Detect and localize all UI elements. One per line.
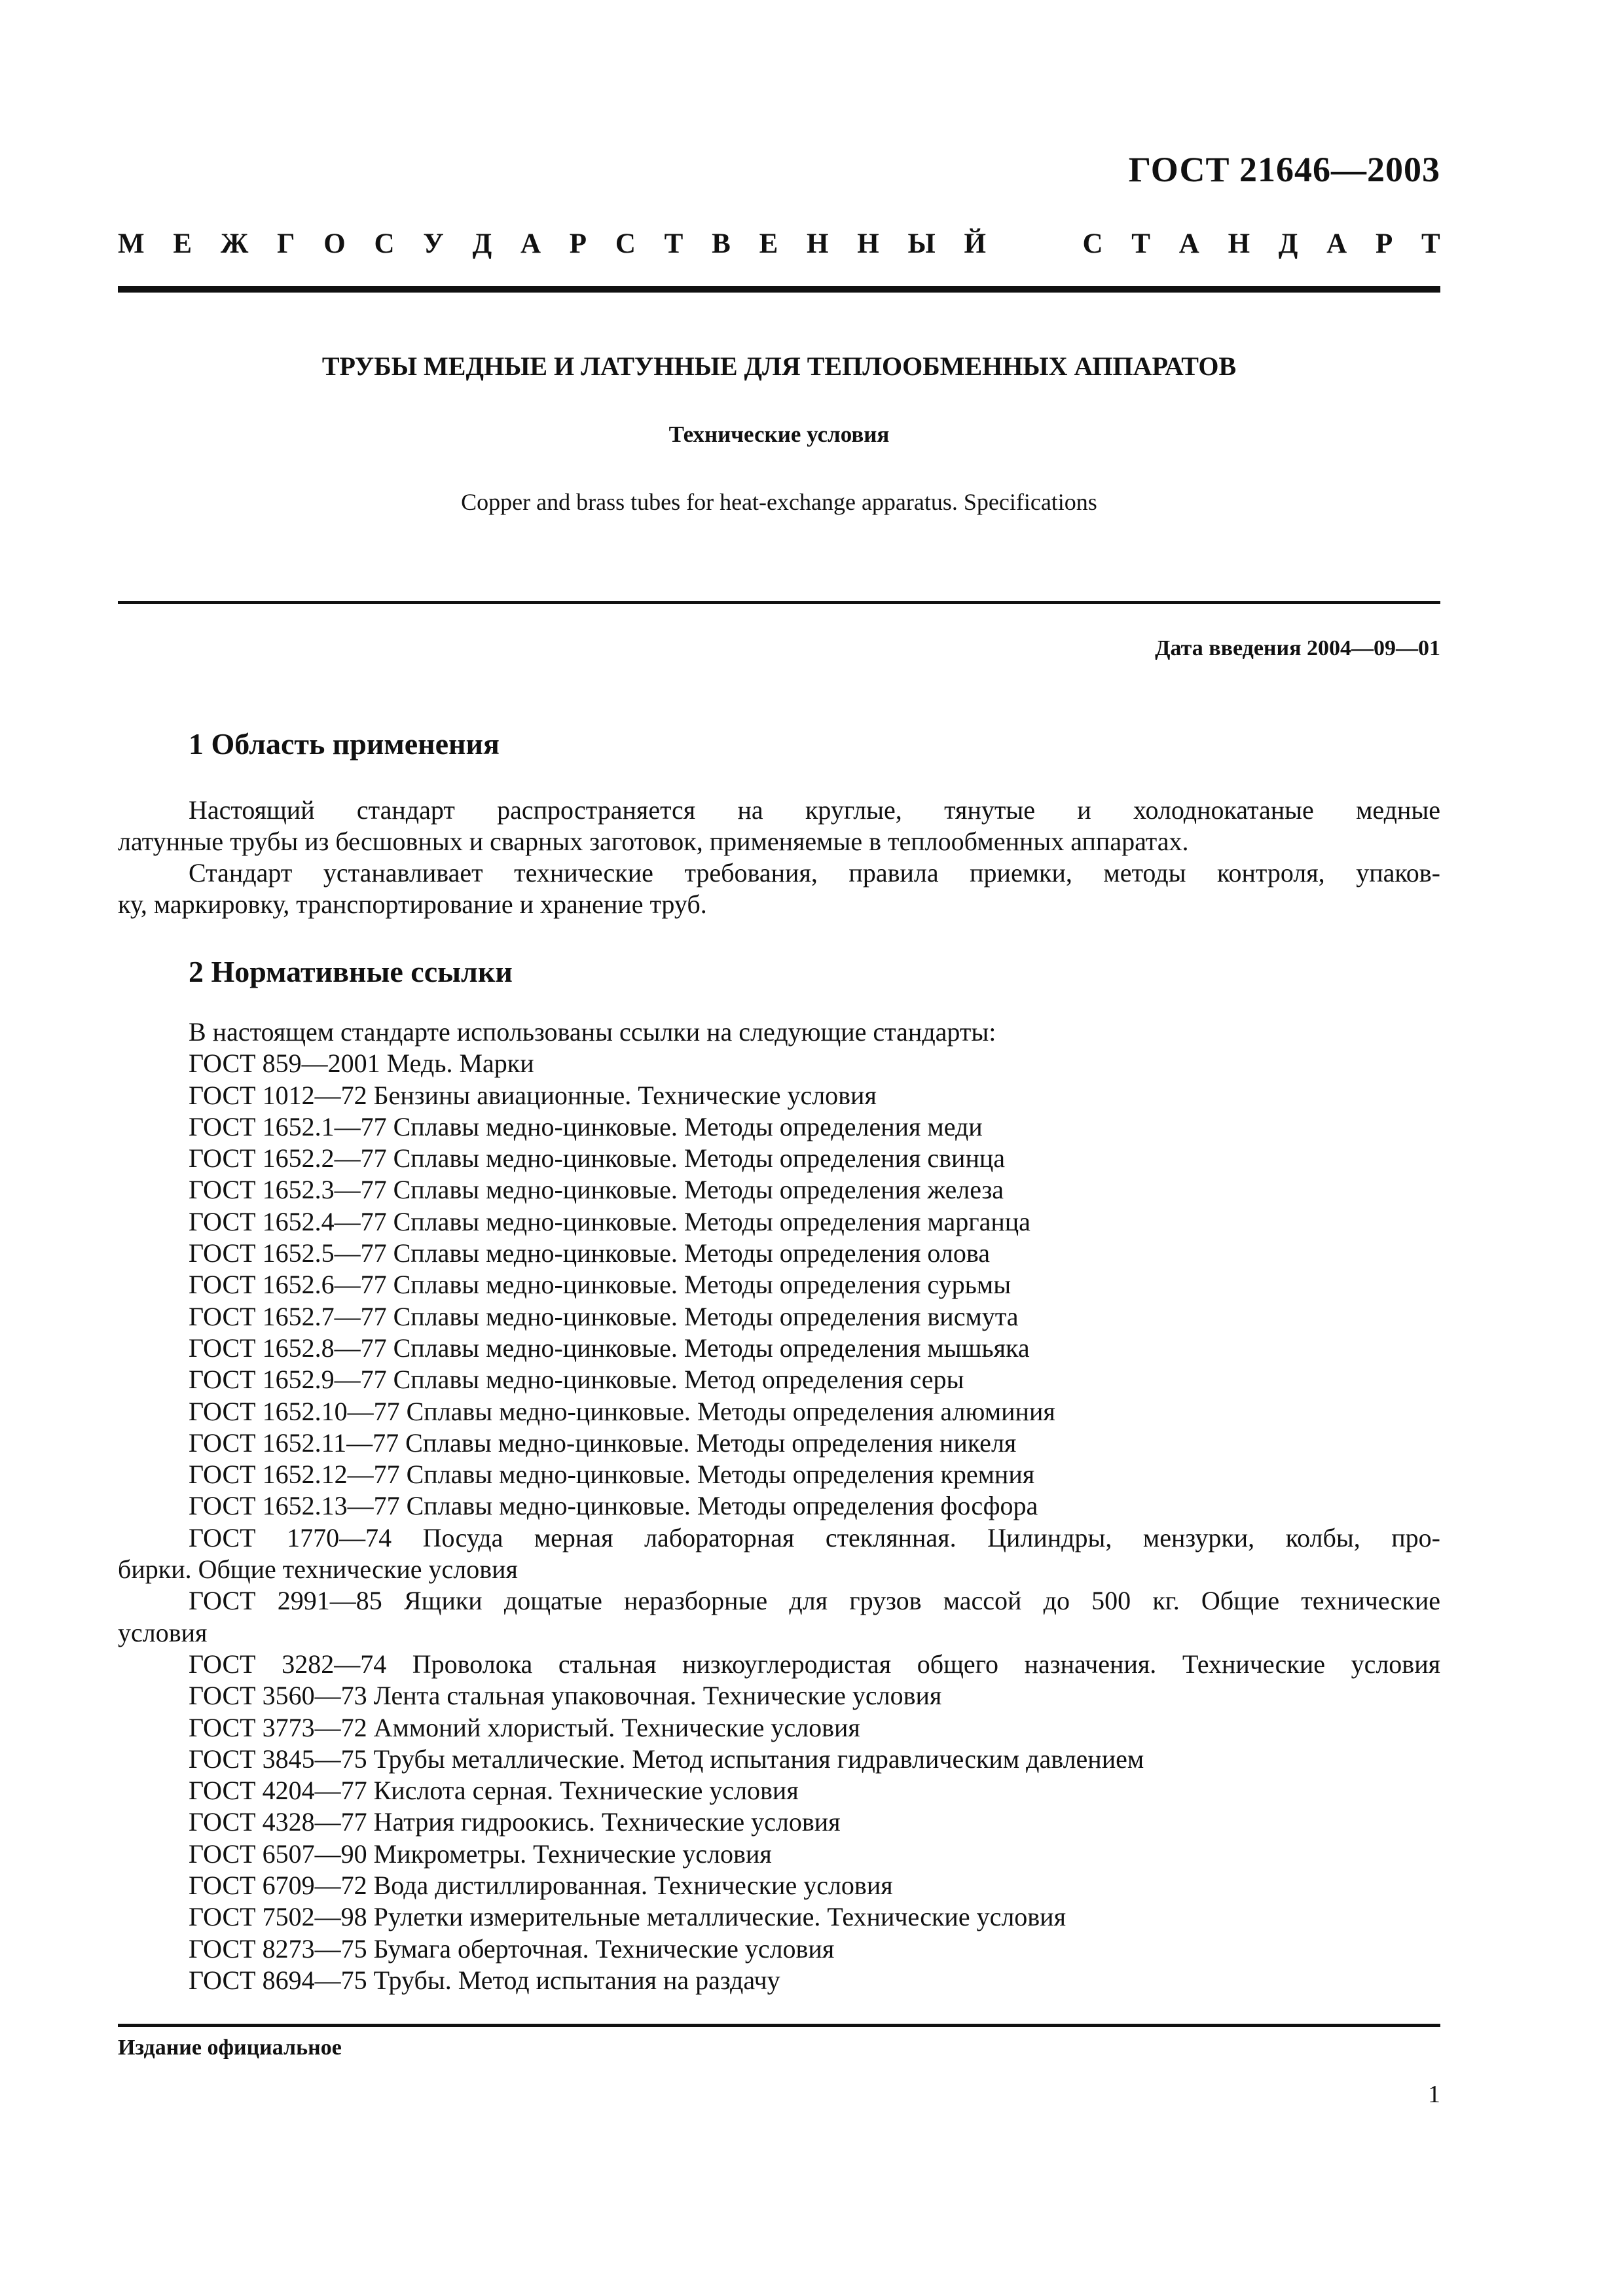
reference-item: ГОСТ 4204—77 Кислота серная. Технические условия — [189, 1776, 799, 1806]
page-number: 1 — [1428, 2081, 1440, 2108]
banner-letter: Т — [1421, 228, 1440, 259]
banner-letter: Н — [807, 228, 829, 259]
reference-item: ГОСТ 8273—75 Бумага оберточная. Технические условия — [189, 1933, 835, 1964]
section-1-body — [118, 795, 1440, 920]
banner-letter: В — [712, 228, 731, 259]
banner-letter: Р — [569, 228, 587, 259]
reference-item: ГОСТ 1012—72 Бензины авиационные. Технические условия — [189, 1080, 877, 1110]
reference-item: ГОСТ 8694—75 Трубы. Метод испытания на раздачу — [189, 1965, 780, 1995]
introduction-date: Дата введения 2004—09—01 — [1155, 636, 1440, 660]
paragraph-line: латунные трубы из бесшовных и сварных заготовок, применяемые в теплообменных аппаратах. — [118, 827, 1189, 856]
reference-item: ГОСТ 859—2001 Медь. Марки — [189, 1049, 534, 1079]
header-rule — [118, 286, 1440, 293]
banner-letter: Р — [1375, 228, 1393, 259]
reference-item: ГОСТ 1652.6—77 Сплавы медно-цинковые. Методы определения сурьмы — [189, 1270, 1012, 1300]
footer-rule — [118, 2024, 1440, 2027]
reference-item-continuation: бирки. Общие технические условия — [118, 1554, 518, 1585]
document-subtitle: Технические условия — [668, 422, 890, 447]
reference-item: ГОСТ 3773—72 Аммоний хлористый. Технические условия — [189, 1712, 860, 1742]
section-2-heading: 2 Нормативные ссылки — [189, 955, 513, 988]
reference-item: ГОСТ 1652.1—77 Сплавы медно-цинковые. Методы определения меди — [189, 1111, 983, 1141]
reference-item: ГОСТ 7502—98 Рулетки измерительные металлические. Технические условия — [189, 1902, 1066, 1932]
banner-letter: А — [1326, 228, 1347, 259]
reference-item: ГОСТ 1652.8—77 Сплавы медно-цинковые. Методы определения мышьяка — [189, 1333, 1030, 1363]
banner-letter: О — [323, 228, 346, 259]
banner-letter: Д — [472, 228, 492, 259]
reference-item: ГОСТ 4328—77 Натрия гидроокись. Технические условия — [189, 1807, 841, 1837]
title-rule — [118, 601, 1440, 604]
paragraph-line: Стандарт устанавливает технические требования, правила приемки, методы контроля, упаков- — [189, 858, 1440, 888]
document-page — [118, 0, 1440, 2296]
interstate-standard-banner — [118, 228, 1440, 260]
banner-letter: У — [423, 228, 444, 259]
official-edition-label: Издание официальное — [118, 2036, 342, 2060]
banner-letter: Й — [964, 228, 986, 259]
document-title: ТРУБЫ МЕДНЫЕ И ЛАТУННЫЕ ДЛЯ ТЕПЛООБМЕННЫХ АППАРАТОВ — [321, 351, 1237, 381]
reference-item: ГОСТ 6507—90 Микрометры. Технические условия — [189, 1839, 772, 1869]
banner-letter: С — [1082, 228, 1103, 259]
reference-item: ГОСТ 1652.7—77 Сплавы медно-цинковые. Методы определения висмута — [189, 1301, 1019, 1331]
reference-item-continuation: условия — [118, 1617, 208, 1647]
reference-item: ГОСТ 1652.4—77 Сплавы медно-цинковые. Методы определения марганца — [189, 1206, 1030, 1236]
reference-item: ГОСТ 3282—74 Проволока стальная низкоуглеродистая общего назначения. Технические условия — [189, 1649, 1440, 1679]
references-intro: В настоящем стандарте использованы ссылки на следующие стандарты: — [189, 1017, 996, 1047]
english-title: Copper and brass tubes for heat-exchange apparatus. Specifications — [461, 489, 1097, 515]
reference-item: ГОСТ 3560—73 Лента стальная упаковочная. Технические условия — [189, 1681, 942, 1711]
reference-item: ГОСТ 1652.9—77 Сплавы медно-цинковые. Метод определения серы — [189, 1365, 964, 1395]
banner-letter: Н — [1228, 228, 1250, 259]
banner-gap — [1015, 228, 1054, 260]
section-1-heading: 1 Область применения — [189, 727, 500, 761]
banner-letter: Г — [277, 228, 295, 259]
reference-item: ГОСТ 1652.13—77 Сплавы медно-цинковые. Методы определения фосфора — [189, 1491, 1038, 1521]
reference-item: ГОСТ 1652.12—77 Сплавы медно-цинковые. Методы определения кремния — [189, 1460, 1035, 1490]
reference-item: ГОСТ 1652.5—77 Сплавы медно-цинковые. Методы определения олова — [189, 1238, 990, 1268]
banner-letter: А — [520, 228, 541, 259]
banner-letter: С — [615, 228, 636, 259]
banner-letter: Т — [664, 228, 684, 259]
banner-letter: Н — [857, 228, 879, 259]
banner-letter: Е — [759, 228, 778, 259]
reference-item: ГОСТ 1652.3—77 Сплавы медно-цинковые. Методы определения железа — [189, 1175, 1004, 1205]
banner-letter: А — [1178, 228, 1199, 259]
banner-letter: М — [118, 228, 145, 259]
reference-item: ГОСТ 6709—72 Вода дистиллированная. Технические условия — [189, 1871, 893, 1901]
banner-letter: Е — [173, 228, 192, 259]
banner-letter: Д — [1278, 228, 1298, 259]
banner-letter: Ы — [907, 228, 936, 259]
references-list — [118, 1016, 1440, 1996]
reference-item: ГОСТ 1652.11—77 Сплавы медно-цинковые. Методы определения никеля — [189, 1427, 1017, 1458]
banner-letter: Т — [1131, 228, 1150, 259]
reference-item: ГОСТ 1770—74 Посуда мерная лабораторная стеклянная. Цилиндры, мензурки, колбы, про- — [189, 1522, 1440, 1552]
paragraph-line: ку, маркировку, транспортирование и хранение труб. — [118, 889, 707, 919]
reference-item: ГОСТ 1652.2—77 Сплавы медно-цинковые. Методы определения свинца — [189, 1143, 1006, 1174]
reference-item: ГОСТ 1652.10—77 Сплавы медно-цинковые. Методы определения алюминия — [189, 1396, 1055, 1426]
reference-item: ГОСТ 2991—85 Ящики дощатые неразборные для грузов массой до 500 кг. Общие технические — [189, 1586, 1440, 1616]
paragraph-line: Настоящий стандарт распространяется на круглые, тянутые и холоднокатаные медные — [189, 795, 1440, 825]
gost-number: ГОСТ 21646—2003 — [1128, 150, 1440, 189]
reference-item: ГОСТ 3845—75 Трубы металлические. Метод испытания гидравлическим давлением — [189, 1744, 1144, 1774]
banner-letter: Ж — [220, 228, 249, 259]
banner-letter: С — [374, 228, 395, 259]
